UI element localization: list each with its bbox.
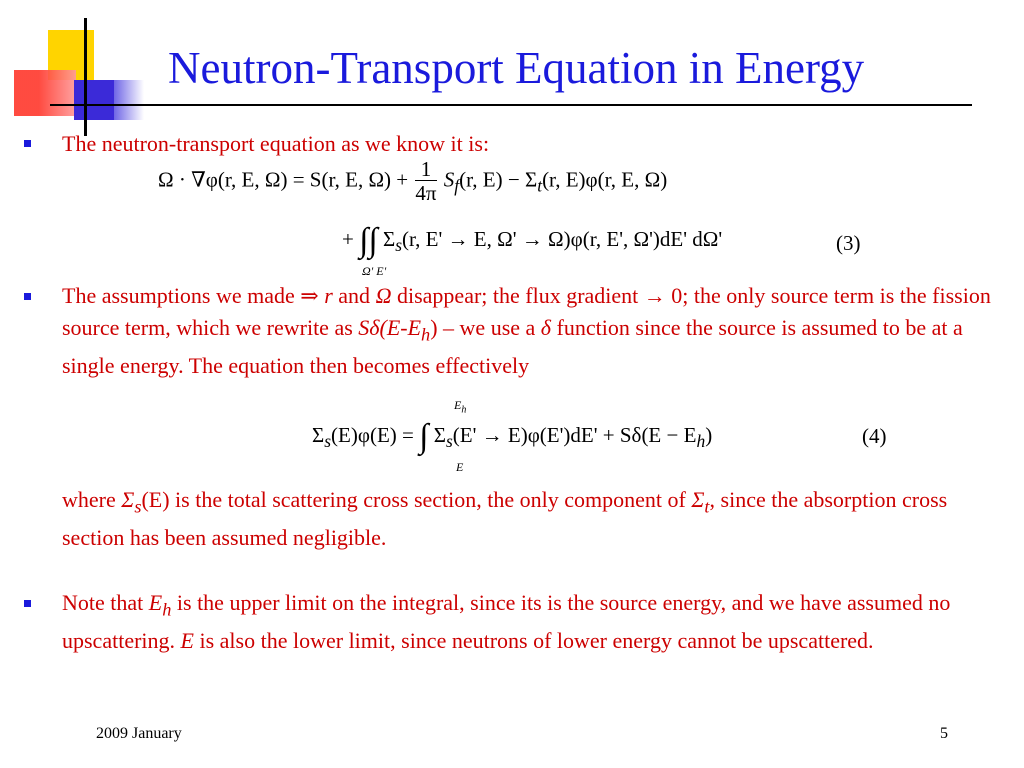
equation-3-number: (3)	[836, 231, 861, 255]
eq3-fraction-numerator: 1	[415, 158, 436, 181]
slide-logo	[0, 0, 150, 140]
where-paragraph	[62, 484, 992, 554]
b3-E: E	[148, 590, 163, 615]
logo-blue-block	[74, 80, 114, 120]
eq3-fraction-denominator: 4π	[415, 181, 437, 205]
eq3-fraction	[415, 158, 436, 205]
b2-r: r	[324, 283, 333, 308]
b3-E2: E	[180, 628, 194, 654]
where-text-1: where	[62, 487, 122, 512]
where-sub-s: s	[134, 496, 142, 517]
b2-text-3: ) – we use a	[430, 315, 541, 340]
equation-4-number: (4)	[862, 424, 887, 448]
eq3-middle: (r, E) − Σ	[459, 167, 538, 192]
logo-red-block	[14, 70, 76, 116]
slide-title: Neutron-Transport Equation in Energy	[168, 43, 865, 93]
eq3-left: Ω · ∇φ(r, E, Ω) = S(r, E, Ω) +	[158, 167, 409, 192]
where-sub-t: t	[704, 496, 710, 517]
b2-delta: δ	[540, 315, 552, 340]
eq4-sub-s2: s	[445, 431, 453, 451]
eq4-mid: (E)φ(E) =	[331, 422, 414, 447]
logo-vertical-line	[84, 18, 87, 136]
b3-text-1: Note that	[62, 590, 149, 615]
b2-sdelta: Sδ(E-E	[358, 315, 422, 340]
eq3-source-S: S	[443, 167, 455, 192]
eq3-integral-limits: Ω' E'	[362, 264, 387, 278]
eq4-rest: (E' → E)φ(E')dE' + Sδ(E − E	[452, 422, 697, 447]
b3-sub-h: h	[162, 599, 172, 620]
eq3-sub-f: f	[454, 175, 460, 196]
double-integral-icon: ∫∫	[359, 222, 378, 259]
eq3-plus: +	[342, 226, 354, 251]
bullet-marker-2	[24, 293, 31, 300]
page-number: 5	[940, 725, 948, 742]
eq3-sub-t: t	[537, 175, 543, 196]
where-text-2: (E) is the total scattering cross section, the only component of	[141, 487, 692, 512]
b2-text-2: disappear; the flux gradient → 0; the only source term is the fission source term, which we rewrite as	[62, 283, 991, 340]
equation-3-line-1	[158, 158, 667, 205]
implies-arrow-icon: ⇒	[300, 283, 319, 308]
eq4-upper-sub-h: h	[461, 404, 467, 416]
b3-text-2: is the upper limit on the integral, since its is the source energy, and we have assumed no upscattering.	[62, 590, 951, 654]
where-sigma-s: Σ	[121, 487, 135, 512]
equation-4	[312, 418, 712, 456]
footer-date: 2009 January	[96, 725, 182, 742]
b2-text-1: The assumptions we made	[62, 283, 301, 308]
where-sigma-t: Σ	[691, 487, 705, 512]
eq4-lower-limit: E	[456, 460, 464, 474]
eq3-sigma: Σ	[382, 226, 396, 251]
bullet-2-text	[62, 280, 992, 382]
eq3-integrand: (r, E' → E, Ω' → Ω)φ(r, E', Ω')dE' dΩ'	[402, 226, 723, 251]
eq4-sigma-left: Σ	[312, 422, 325, 447]
logo-blue-fade-block	[114, 80, 144, 120]
b2-text-4: function since the source is assumed to be at a single energy. The equation then becomes effectively	[62, 315, 963, 379]
eq4-upper-E: E	[454, 398, 462, 412]
eq3-end: (r, E)φ(r, E, Ω)	[542, 167, 668, 192]
eq4-sigma: Σ	[433, 422, 446, 447]
bullet-marker-3	[24, 600, 31, 607]
integral-icon: ∫	[419, 418, 429, 455]
b3-text-3: is also the lower limit, since neutrons of lower energy cannot be upscattered.	[193, 628, 874, 654]
equation-3-line-2	[342, 222, 722, 260]
bullet-3-text	[62, 587, 992, 657]
b2-and: and	[332, 283, 376, 308]
where-text-3: , since the absorption cross section has been assumed negligible.	[62, 487, 948, 551]
eq3-sub-s: s	[395, 235, 403, 255]
bullet-marker-1	[24, 140, 31, 147]
b2-sub-h: h	[421, 324, 431, 345]
eq4-sub-h: h	[696, 431, 706, 451]
eq4-sub-s1: s	[324, 431, 332, 451]
title-underline	[50, 104, 972, 106]
bullet-1-text: The neutron-transport equation as we know it is:	[62, 131, 490, 156]
b2-omega: Ω	[375, 283, 392, 308]
eq4-upper-limit	[454, 398, 466, 415]
eq4-close: )	[705, 422, 713, 447]
